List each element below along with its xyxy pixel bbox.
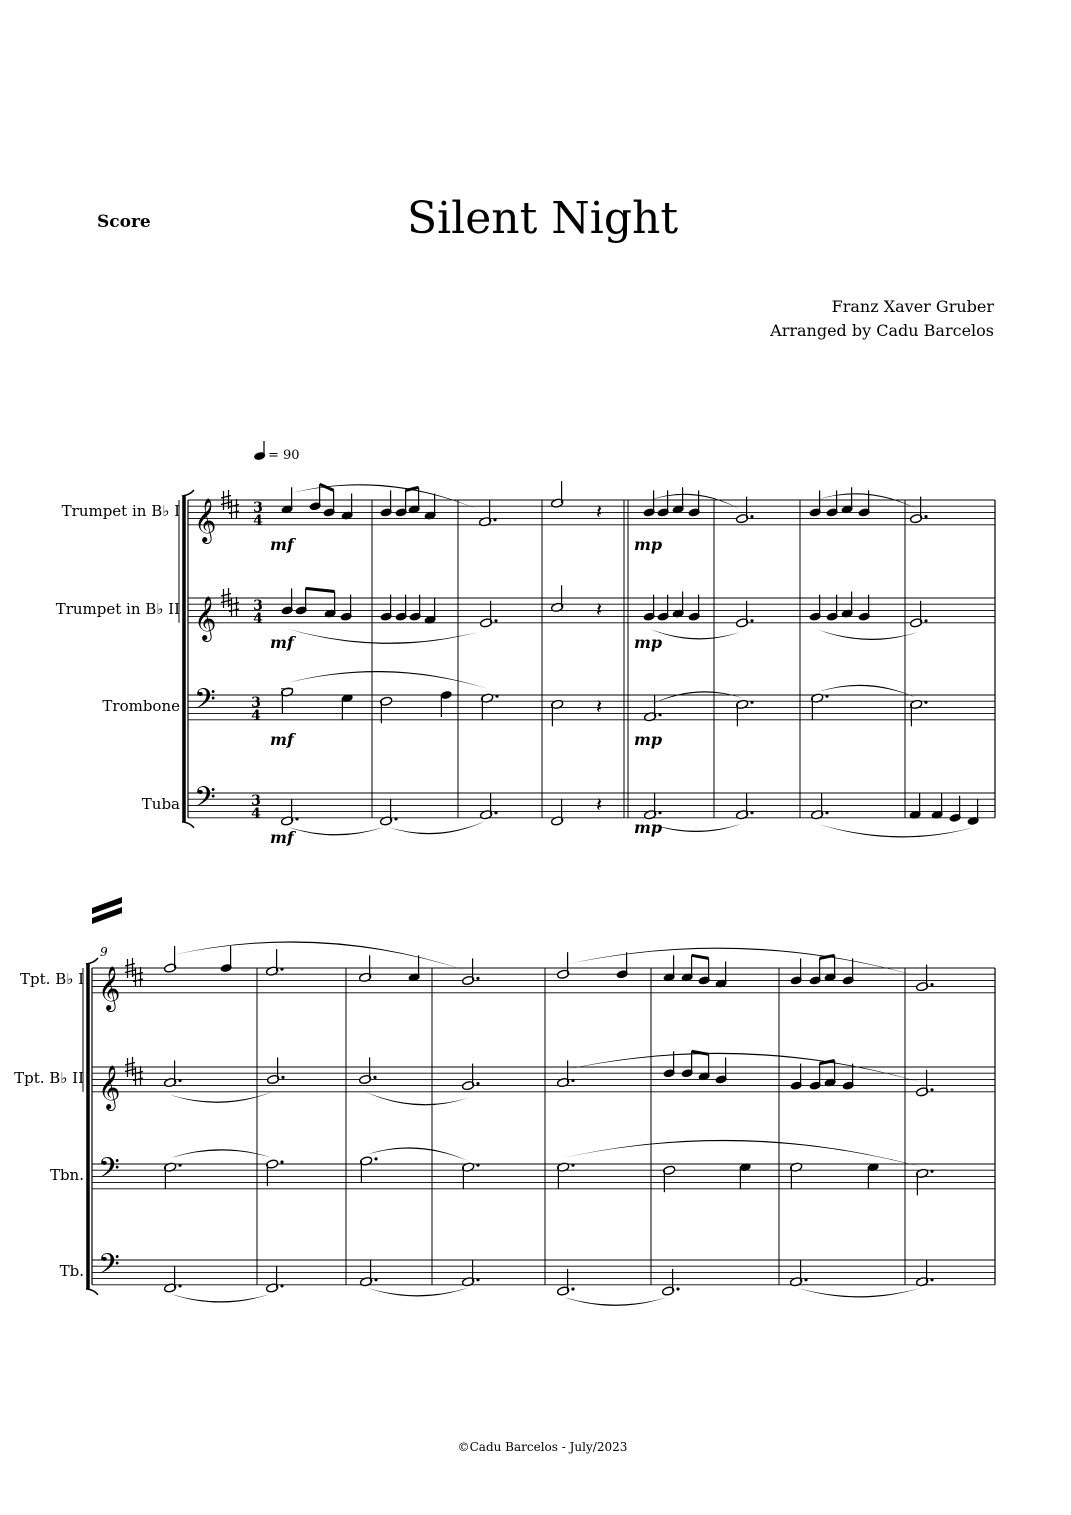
note-head — [737, 515, 748, 523]
note-head — [480, 518, 491, 526]
slur — [367, 1288, 468, 1297]
note-dot — [373, 1076, 376, 1079]
slur — [170, 941, 468, 971]
slur — [651, 824, 741, 832]
measure-number: 9 — [100, 945, 108, 959]
treble-clef-icon: 𝄞 — [98, 1065, 121, 1109]
note-head — [282, 817, 293, 825]
note-dot — [825, 811, 828, 814]
note-head — [268, 1076, 279, 1084]
bracket-hook — [86, 958, 98, 964]
note-dot — [804, 1278, 807, 1281]
note-head — [827, 509, 838, 517]
dynamic-marking: mp — [634, 730, 663, 749]
note-head — [165, 1079, 176, 1087]
dynamic-marking: mp — [634, 535, 663, 554]
slur — [365, 1092, 468, 1106]
slur — [818, 824, 975, 837]
note-head — [716, 1076, 727, 1084]
note-head — [843, 977, 854, 985]
note-head — [481, 811, 492, 819]
note-head — [381, 817, 392, 825]
treble-clef-icon: 𝄞 — [98, 966, 121, 1010]
note-head — [552, 604, 563, 612]
note-head — [810, 1082, 821, 1090]
note-dot — [658, 713, 661, 716]
instrument-name: Tpt. B♭ II — [14, 1069, 84, 1087]
note-head — [463, 1278, 474, 1286]
quarter-rest-icon: 𝄽 — [596, 792, 603, 817]
note-head — [552, 499, 563, 507]
note-head — [165, 1284, 176, 1292]
piece-title: Silent Night — [406, 193, 679, 244]
note-dot — [178, 1079, 181, 1082]
beam — [692, 955, 709, 958]
slur — [816, 629, 918, 640]
time-sig-denominator: 4 — [253, 611, 263, 627]
note-head — [911, 619, 922, 627]
note-head — [689, 509, 700, 517]
note-dot — [676, 1287, 679, 1290]
note-head — [810, 613, 821, 621]
note-dot — [476, 1164, 479, 1167]
slur — [651, 691, 743, 704]
note-dot — [280, 1160, 283, 1163]
bracket-hook — [182, 490, 194, 496]
dynamic-marking: mf — [270, 633, 294, 652]
note-head — [810, 509, 821, 517]
note-head — [267, 1284, 278, 1292]
beam — [306, 588, 335, 591]
note-head — [463, 1163, 474, 1171]
slur — [818, 685, 917, 698]
bass-clef-icon: 𝄢 — [194, 683, 216, 723]
note-dot — [924, 701, 927, 704]
note-head — [221, 964, 232, 972]
note-head — [296, 607, 307, 615]
note-dot — [571, 1164, 574, 1167]
note-dot — [930, 1278, 933, 1281]
note-dot — [750, 701, 753, 704]
system-separator-mark — [92, 897, 122, 924]
slur — [563, 1053, 922, 1083]
note-dot — [178, 1164, 181, 1167]
time-sig-numerator: 3 — [251, 793, 261, 809]
instrument-name: Tpt. B♭ I — [20, 970, 84, 988]
bracket-hook — [182, 822, 194, 828]
arranger-credit: Arranged by Cadu Barcelos — [770, 321, 994, 340]
note-head — [360, 974, 371, 982]
quarter-rest-icon: 𝄽 — [596, 499, 603, 524]
note-head — [482, 694, 493, 702]
note-head — [165, 1163, 176, 1171]
note-head — [324, 509, 335, 517]
note-head — [341, 613, 352, 621]
note-head — [658, 509, 669, 517]
instrument-name: Trumpet in B♭ I — [61, 502, 180, 520]
note-head — [859, 613, 870, 621]
note-head — [699, 977, 710, 985]
slur — [288, 629, 478, 644]
slur — [650, 494, 740, 510]
slur — [170, 1092, 273, 1103]
note-dot — [924, 515, 927, 518]
note-head — [617, 970, 628, 978]
dynamic-marking: mf — [270, 828, 294, 847]
slur — [650, 629, 740, 639]
slur — [388, 821, 486, 834]
system-2 — [14, 941, 995, 1305]
time-sig-numerator: 3 — [253, 598, 263, 614]
dynamic-marking: mp — [634, 818, 663, 837]
slur — [797, 1288, 921, 1298]
note-head — [381, 613, 392, 621]
note-head — [381, 697, 392, 705]
bass-clef-icon: 𝄢 — [194, 781, 216, 821]
note-dot — [494, 811, 497, 814]
note-dot — [571, 1079, 574, 1082]
note-head — [658, 613, 669, 621]
note-dot — [281, 1076, 284, 1079]
note-head — [481, 619, 492, 627]
slur — [366, 1147, 468, 1160]
note-dot — [930, 983, 933, 986]
note-head — [737, 619, 748, 627]
note-dot — [476, 1278, 479, 1281]
note-head — [396, 613, 407, 621]
quarter-rest-icon: 𝄽 — [596, 694, 603, 719]
note-head — [361, 1157, 372, 1165]
note-head — [644, 613, 655, 621]
treble-clef-icon: 𝄞 — [194, 498, 217, 542]
slur — [171, 1294, 270, 1302]
note-head — [812, 811, 823, 819]
note-head — [791, 1278, 802, 1286]
note-head — [552, 817, 563, 825]
tempo-note-head — [254, 452, 265, 460]
staff-2 — [56, 588, 995, 642]
note-head — [917, 983, 928, 991]
note-head — [558, 1287, 569, 1295]
note-head — [737, 811, 748, 819]
note-head — [558, 970, 569, 978]
staff-4 — [142, 781, 995, 822]
note-head — [917, 1170, 928, 1178]
instrument-name: Tbn. — [49, 1166, 84, 1184]
note-head — [267, 1160, 278, 1168]
note-dot — [374, 1278, 377, 1281]
tempo-text: = 90 — [268, 448, 300, 463]
note-head — [644, 509, 655, 517]
bass-clef-icon: 𝄢 — [98, 1248, 120, 1288]
note-dot — [394, 817, 397, 820]
note-dot — [494, 619, 497, 622]
quarter-rest-icon: 𝄽 — [596, 597, 603, 622]
note-head — [843, 1082, 854, 1090]
note-head — [361, 1278, 372, 1286]
time-sig-denominator: 4 — [253, 513, 263, 529]
note-dot — [750, 619, 753, 622]
instrument-name: Trombone — [102, 697, 180, 715]
copyright-footer: ©Cadu Barcelos - July/2023 — [457, 1440, 628, 1454]
note-dot — [825, 695, 828, 698]
note-head — [791, 977, 802, 985]
dynamic-marking: mf — [270, 535, 294, 554]
note-dot — [493, 518, 496, 521]
note-head — [558, 1079, 569, 1087]
note-head — [737, 701, 748, 709]
staff-1 — [62, 490, 995, 544]
note-head — [968, 817, 979, 825]
note-head — [950, 814, 961, 822]
note-head — [859, 509, 870, 517]
note-dot — [476, 1082, 479, 1085]
slur — [816, 493, 918, 509]
note-dot — [930, 1170, 933, 1173]
note-dot — [476, 977, 479, 980]
note-dot — [374, 1157, 377, 1160]
note-head — [463, 1082, 474, 1090]
instrument-name: Tuba — [141, 795, 180, 813]
note-head — [689, 613, 700, 621]
system-1 — [56, 481, 995, 847]
slur — [564, 1297, 667, 1306]
score-label: Score — [97, 212, 151, 232]
note-head — [558, 1163, 569, 1171]
note-head — [812, 694, 823, 702]
note-head — [911, 701, 922, 709]
slur — [563, 948, 922, 978]
note-head — [165, 964, 176, 972]
note-head — [310, 502, 321, 510]
note-dot — [280, 968, 283, 971]
note-head — [682, 1069, 693, 1077]
note-head — [664, 1069, 675, 1077]
time-sig-numerator: 3 — [253, 500, 263, 516]
notes-system-2 — [165, 941, 934, 1305]
instrument-name: Trumpet in B♭ II — [55, 600, 180, 618]
note-head — [911, 515, 922, 523]
note-dot — [495, 695, 498, 698]
note-head — [381, 509, 392, 517]
note-dot — [295, 817, 298, 820]
note-head — [410, 613, 421, 621]
note-dot — [280, 1284, 283, 1287]
time-sig-denominator: 4 — [251, 806, 261, 822]
note-head — [441, 691, 452, 699]
time-sig-denominator: 4 — [251, 708, 261, 724]
note-head — [267, 967, 278, 975]
note-dot — [571, 1287, 574, 1290]
note-dot — [658, 811, 661, 814]
note-dot — [178, 1284, 181, 1287]
staff-3 — [50, 1152, 995, 1192]
treble-clef-icon: 𝄞 — [194, 596, 217, 640]
bass-clef-icon: 𝄢 — [98, 1152, 120, 1192]
note-head — [810, 977, 821, 985]
note-head — [396, 509, 407, 517]
note-dot — [750, 515, 753, 518]
dynamic-marking: mp — [634, 633, 663, 652]
slur — [563, 1140, 922, 1167]
dynamic-marking: mf — [270, 730, 294, 749]
note-head — [791, 1163, 802, 1171]
staff-4 — [60, 1248, 995, 1288]
note-dot — [750, 811, 753, 814]
note-dot — [930, 1088, 933, 1091]
note-head — [552, 701, 563, 709]
bracket-hook — [86, 1289, 98, 1295]
tempo-mark — [254, 441, 299, 463]
instrument-name: Tb. — [59, 1262, 84, 1280]
composer-credit: Franz Xaver Gruber — [831, 297, 994, 316]
slur — [288, 827, 384, 835]
time-sig-numerator: 3 — [251, 695, 261, 711]
note-head — [791, 1082, 802, 1090]
note-head — [663, 1287, 674, 1295]
note-head — [917, 1088, 928, 1096]
note-head — [282, 688, 293, 696]
note-head — [664, 1166, 675, 1174]
note-head — [917, 1278, 928, 1286]
note-head — [645, 713, 656, 721]
note-head — [463, 977, 474, 985]
note-head — [827, 613, 838, 621]
note-head — [360, 1076, 371, 1084]
note-head — [282, 607, 293, 615]
note-dot — [924, 619, 927, 622]
staff-3 — [102, 683, 995, 724]
